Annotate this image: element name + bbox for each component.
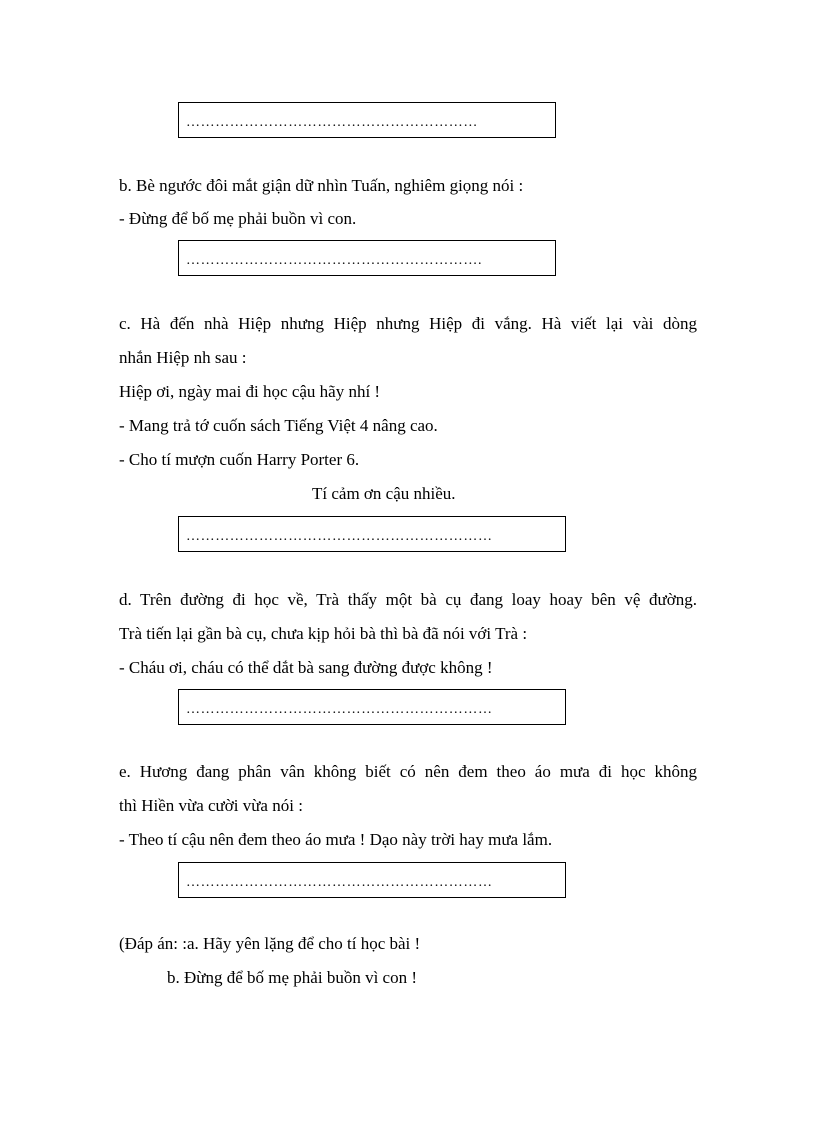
answers-line1: (Đáp án: :a. Hãy yên lặng để cho tí học bài ! (119, 934, 421, 953)
answer-box-d[interactable] (178, 689, 566, 725)
answer-box-a-dots: …………………………………………………… (186, 115, 478, 130)
item-e-quote: - Theo tí cậu nên đem theo áo mưa ! Dạo này trời hay mưa lắm. (119, 830, 553, 849)
item-d-prompt-line2: Trà tiến lại gần bà cụ, chưa kịp hỏi bà thì bà đã nói với Trà : (119, 624, 528, 643)
item-c-note-line2: - Mang trả tớ cuốn sách Tiếng Việt 4 nâng cao. (119, 416, 438, 435)
answer-box-d-dots: ……………………………………………………… (186, 702, 493, 717)
item-e-prompt-line1: e. Hương đang phân vân không biết có nên đem theo áo mưa đi học không (119, 762, 697, 781)
item-c-prompt-line1: c. Hà đến nhà Hiệp nhưng Hiệp nhưng Hiệp đi vắng. Hà viết lại vài dòng (119, 314, 697, 333)
item-c-signoff: Tí cảm ơn cậu nhiều. (312, 484, 456, 503)
answer-box-a[interactable] (178, 102, 556, 138)
item-c-prompt-line2: nhắn Hiệp nh sau : (119, 348, 247, 367)
item-b-quote: - Đừng để bố mẹ phải buồn vì con. (119, 209, 357, 228)
item-d-prompt-line1: d. Trên đường đi học về, Trà thấy một bà cụ đang loay hoay bên vệ đường. (119, 590, 697, 609)
answers-line2: b. Đừng để bố mẹ phải buồn vì con ! (167, 968, 418, 987)
item-c-note-line3: - Cho tí mượn cuốn Harry Porter 6. (119, 450, 360, 469)
item-b-prompt: b. Bè ngước đôi mắt giận dữ nhìn Tuấn, nghiêm giọng nói : (119, 176, 524, 195)
item-c-note-line1: Hiệp ơi, ngày mai đi học cậu hãy nhí ! (119, 382, 381, 401)
item-d-quote: - Cháu ơi, cháu có thể dắt bà sang đường được không ! (119, 658, 493, 677)
item-e-prompt-line2: thì Hiền vừa cười vừa nói : (119, 796, 303, 815)
answer-box-e-dots: ……………………………………………………… (186, 875, 493, 890)
answer-box-e[interactable] (178, 862, 566, 898)
answer-box-c[interactable] (178, 516, 566, 552)
answer-box-b-dots: ……………………………………………………. (186, 253, 483, 268)
answer-box-c-dots: ……………………………………………………… (186, 529, 493, 544)
answer-box-b[interactable] (178, 240, 556, 276)
